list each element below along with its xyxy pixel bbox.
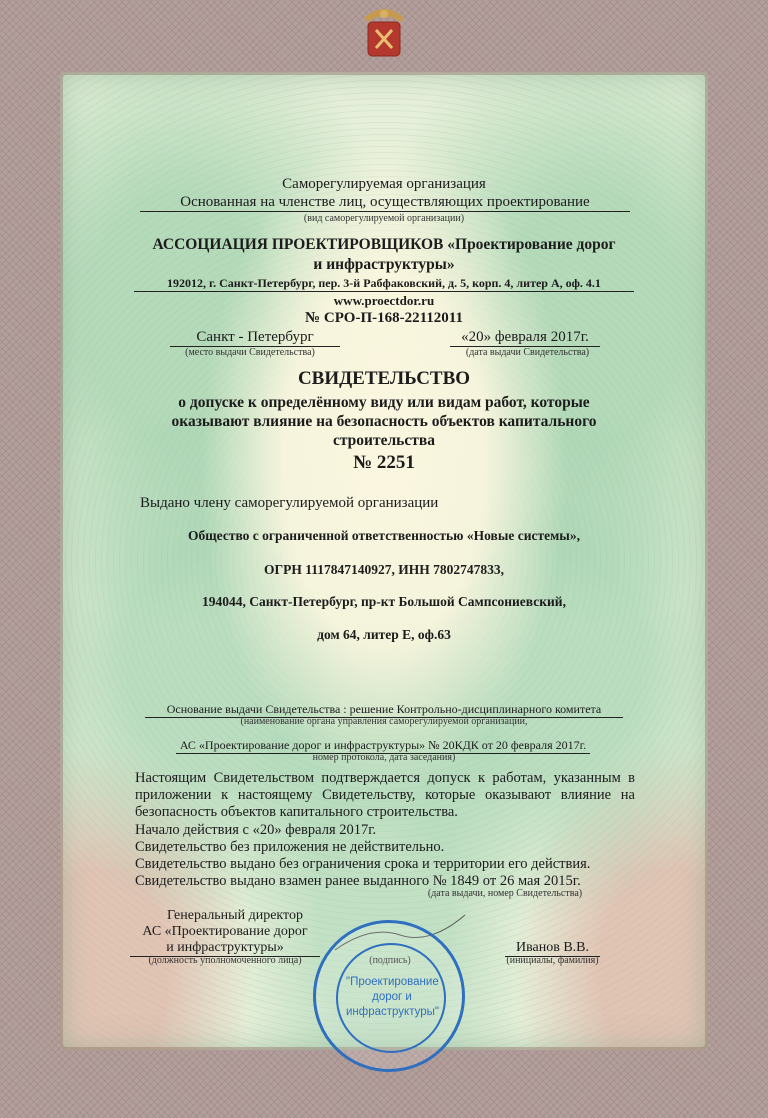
issue-place: Санкт - Петербург	[170, 329, 340, 347]
basis-caption-1: (наименование органа управления саморегулируемой организации,	[240, 716, 528, 727]
org-type: Саморегулируемая организация	[282, 176, 486, 192]
org-basis-caption: (вид саморегулируемой организации)	[303, 213, 465, 224]
stamp-text-1: "Проектирование	[346, 976, 439, 988]
basis-line-1: Основание выдачи Свидетельства : решение Контрольно-дисциплинарного комитета	[145, 702, 623, 718]
certificate-subtitle-3: строительства	[333, 432, 435, 449]
issue-place-caption: (место выдачи Свидетельства)	[185, 347, 315, 358]
signer-position-1: Генеральный директор	[167, 908, 303, 923]
issue-date-caption: (дата выдачи Свидетельства)	[465, 347, 590, 358]
issued-label: Выдано члену саморегулируемой организации	[140, 495, 439, 511]
certificate-number: № 2251	[353, 452, 415, 473]
issue-date: «20» февраля 2017г.	[450, 329, 600, 347]
signer-name-caption: (инициалы, фамилия)	[506, 955, 599, 966]
stamp-text-2: дорог и	[372, 991, 412, 1003]
basis-line-2: АС «Проектирование дорог и инфраструктуры» № 20КДК от 20 февраля 2017г.	[176, 738, 590, 754]
company-name: Общество с ограниченной ответственностью «Новые системы»,	[188, 528, 580, 543]
stamp-text-3: инфраструктуры"	[346, 1006, 439, 1018]
association-name-line1: АССОЦИАЦИЯ ПРОЕКТИРОВЩИКОВ «Проектирование дорог	[152, 236, 616, 253]
registry-number: № СРО-П-168-22112011	[305, 310, 463, 326]
basis-caption-2: номер протокола, дата заседания)	[312, 752, 456, 763]
company-address-1: 194044, Санкт-Петербург, пр-кт Большой Сампсониевский,	[202, 594, 566, 609]
statement-paragraph: Настоящим Свидетельством подтверждается допуск к работам, указанным в приложении к настоящему Свидетельству, которые оказывают влияние на безопасность объектов капитального строительства.	[135, 770, 635, 820]
association-stamp	[313, 920, 465, 1072]
signer-position-2: АС «Проектирование дорог	[142, 924, 308, 939]
company-ogrn: ОГРН 1117847140927, ИНН 7802747833,	[264, 562, 504, 577]
statement-start-date: Начало действия с «20» февраля 2017г.	[135, 822, 377, 838]
org-basis: Основанная на членстве лиц, осуществляющих проектирование	[140, 194, 630, 212]
statement-replaces-caption: (дата выдачи, номер Свидетельства)	[427, 888, 583, 899]
association-address: 192012, г. Санкт-Петербург, пер. 3-й Рабфаковский, д. 5, корп. 4, литер А, оф. 4.1	[134, 276, 634, 292]
certificate-title: СВИДЕТЕЛЬСТВО	[297, 368, 471, 389]
statement-invalid-without-appendix: Свидетельство без приложения не действительно.	[135, 839, 445, 855]
company-address-2: дом 64, литер Е, оф.63	[317, 627, 451, 642]
certificate-subtitle-1: о допуске к определённому виду или видам работ, которые	[178, 394, 590, 411]
coat-of-arms-icon	[356, 0, 412, 62]
association-website: www.proectdor.ru	[333, 293, 435, 308]
certificate-subtitle-2: оказывают влияние на безопасность объектов капитального	[171, 413, 597, 430]
statement-unlimited: Свидетельство выдано без ограничения срока и территории его действия.	[135, 856, 591, 872]
signer-position-caption: (должность уполномоченного лица)	[148, 955, 302, 966]
signer-name: Иванов В.В.	[505, 940, 600, 957]
signature-caption: (подпись)	[369, 955, 411, 966]
signer-position-3: и инфраструктуры»	[130, 940, 320, 957]
statement-replaces: Свидетельство выдано взамен ранее выданного № 1849 от 26 мая 2015г.	[135, 873, 581, 889]
association-name-line2: и инфраструктуры»	[313, 256, 455, 273]
